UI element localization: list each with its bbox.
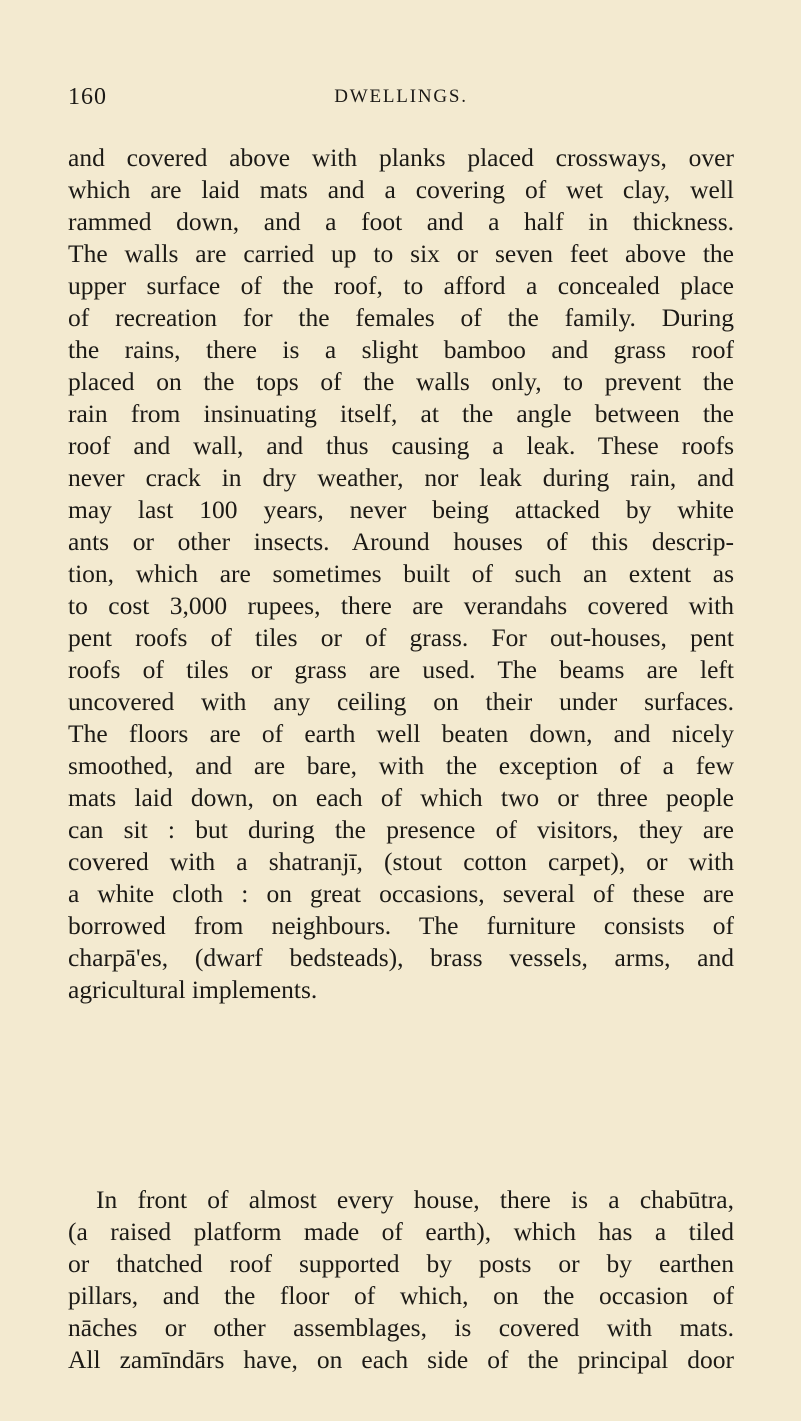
page-number: 160: [68, 84, 107, 110]
text-line: roofs of tiles or grass are used. The beams are left: [68, 655, 734, 684]
text-line: rammed down, and a foot and a half in thickness.: [68, 207, 734, 236]
text-line: pent roofs of tiles or of grass. For out-houses, pent: [68, 623, 734, 652]
text-line: can sit : but during the presence of visitors, they are: [68, 815, 734, 844]
text-line: to cost 3,000 rupees, there are verandahs covered with: [68, 591, 734, 620]
text-line: The floors are of earth well beaten down, and nicely: [68, 719, 734, 748]
text-line: mats laid down, on each of which two or three people: [68, 783, 734, 812]
text-line: or thatched roof supported by posts or by earthen: [68, 1249, 734, 1278]
text-line: a white cloth : on great occasions, several of these are: [68, 879, 734, 908]
text-line: and covered above with planks placed crossways, over: [68, 143, 734, 172]
text-line: the rains, there is a slight bamboo and grass roof: [68, 335, 734, 364]
text-line: (a raised platform made of earth), which has a tiled: [68, 1217, 734, 1246]
text-line: covered with a shatranjī, (stout cotton carpet), or with: [68, 847, 734, 876]
text-line: borrowed from neighbours. The furniture consists of: [68, 911, 734, 940]
text-line: which are laid mats and a covering of wet clay, well: [68, 175, 734, 204]
running-title: DWELLINGS.: [334, 86, 468, 107]
text-line: agricultural implements.: [68, 975, 318, 1004]
paragraph-2: [68, 1184, 734, 1376]
text-line: of recreation for the females of the family. During: [68, 303, 734, 332]
text-line: roof and wall, and thus causing a leak. These roofs: [68, 431, 734, 460]
text-line: placed on the tops of the walls only, to prevent the: [68, 367, 734, 396]
text-line: In front of almost every house, there is a chabūtra,: [96, 1185, 734, 1214]
text-line: rain from insinuating itself, at the angle between the: [68, 399, 734, 428]
text-line: tion, which are sometimes built of such an extent as: [68, 559, 734, 588]
paragraph-1: [68, 142, 734, 1006]
text-line: nāches or other assemblages, is covered with mats.: [68, 1313, 734, 1342]
text-line: smoothed, and are bare, with the exception of a few: [68, 751, 734, 780]
text-line: The walls are carried up to six or seven feet above the: [68, 239, 734, 268]
text-line: ants or other insects. Around houses of this descrip-: [68, 527, 734, 556]
text-line: never crack in dry weather, nor leak during rain, and: [68, 463, 734, 492]
text-line: upper surface of the roof, to afford a concealed place: [68, 271, 734, 300]
running-head: [68, 84, 734, 114]
text-line: charpā'es, (dwarf bedsteads), brass vessels, arms, and: [68, 943, 734, 972]
text-line: may last 100 years, never being attacked by white: [68, 495, 734, 524]
text-line: uncovered with any ceiling on their under surfaces.: [68, 687, 734, 716]
text-line: pillars, and the floor of which, on the occasion of: [68, 1281, 734, 1310]
text-line: All zamīndārs have, on each side of the principal door: [68, 1345, 734, 1374]
